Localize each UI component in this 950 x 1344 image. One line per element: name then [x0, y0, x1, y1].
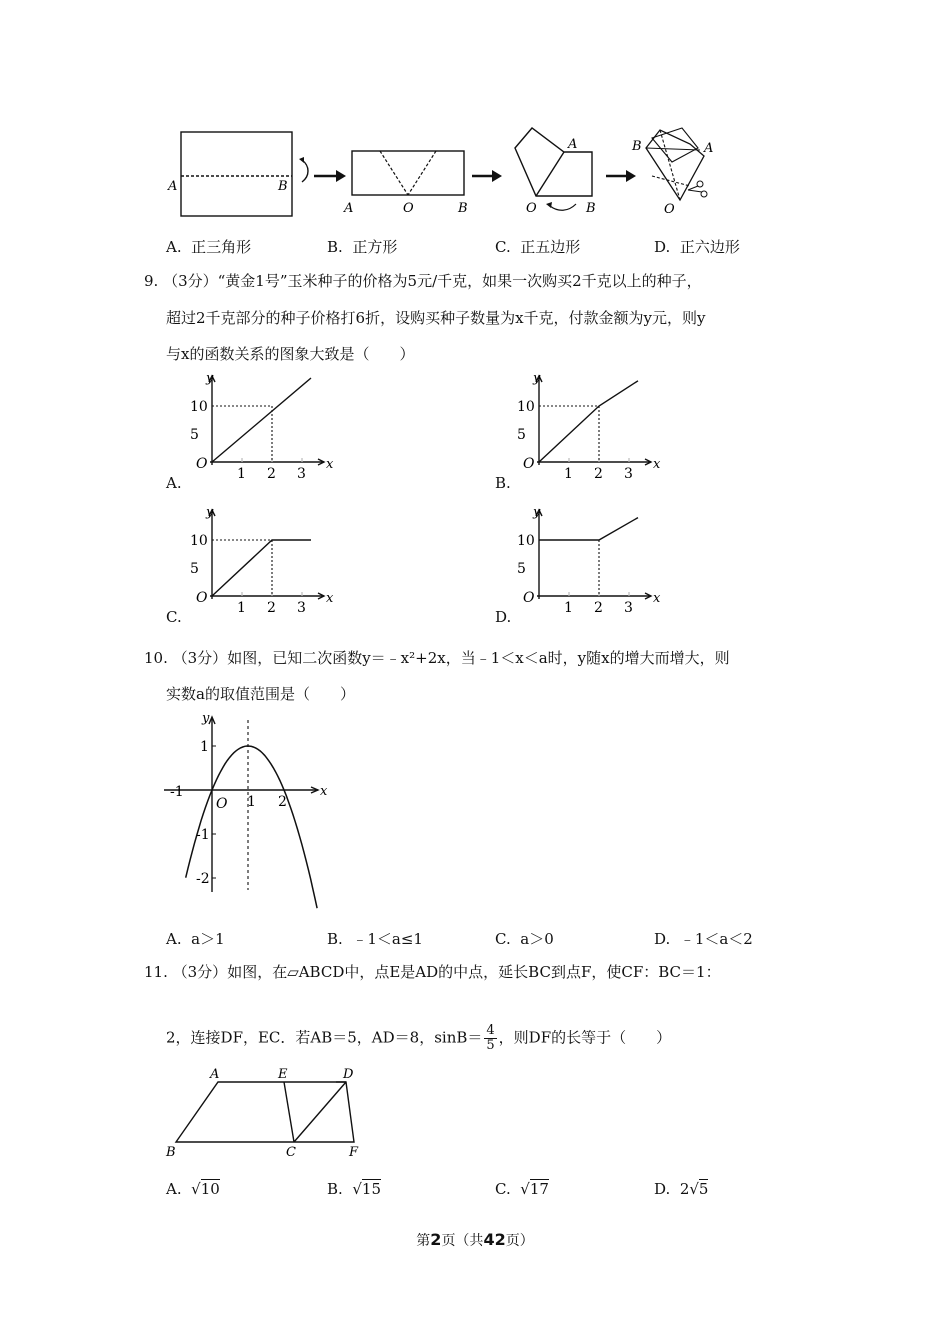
svg-text:B: B	[278, 179, 288, 194]
q11-stem-2b: ，则DF的长等于（ ）	[498, 1028, 672, 1047]
origin-label: O	[196, 456, 208, 472]
svg-text:A: A	[344, 201, 354, 216]
y-tick-label: 10	[190, 533, 208, 549]
y-tick-label: 1	[200, 739, 209, 755]
page-footer: 第2页（共42页）	[416, 1230, 534, 1249]
q9-stem-1: “黄金1号”玉米种子的价格为5元/千克，如果一次购买2千克以上的种子，	[217, 272, 702, 290]
q8-folding-figure	[160, 120, 760, 220]
y-tick-label: 5	[517, 427, 526, 443]
q11-option-a: A. √10	[166, 1180, 220, 1198]
q10-option-c: C. a＞0	[495, 930, 554, 948]
function-line	[539, 381, 638, 462]
q8-option-d: D. 正六边形	[654, 238, 740, 256]
svg-text:B: B	[458, 201, 468, 216]
x-axis-label: x	[653, 591, 661, 606]
y-tick-label: 5	[190, 427, 199, 443]
sqrt-symbol: √	[520, 1180, 530, 1198]
y-tick-label: 10	[517, 533, 535, 549]
q11-label-d: D	[343, 1067, 354, 1082]
origin-label: O	[523, 590, 535, 606]
q10-stem-1b: y＝﹣x²+2x，当﹣1＜x＜a时，y随x的增大而增大，则	[362, 649, 730, 667]
y-tick-label: 5	[190, 561, 199, 577]
q11-number: 11.	[144, 963, 168, 981]
svg-text:O: O	[664, 202, 675, 217]
x-tick-label: 3	[297, 600, 306, 616]
q11-option-d: D. 2√5	[654, 1180, 709, 1198]
x-tick-label: 3	[624, 466, 633, 482]
q9-option-c: C.	[166, 608, 182, 626]
q9-graph-a	[190, 371, 340, 482]
q9-graph-c	[190, 505, 340, 616]
x-tick-label: 1	[247, 794, 256, 810]
y-tick-label: 10	[190, 399, 208, 415]
y-axis-label: y	[533, 371, 541, 386]
q10-stem-1a: 如图，已知二次函数	[227, 649, 363, 667]
svg-text:B: B	[632, 139, 642, 154]
q9-option-a: A.	[166, 474, 182, 492]
q11-line1	[144, 962, 721, 982]
svg-text:A: A	[168, 179, 178, 194]
origin-label: O	[196, 590, 208, 606]
y-axis-label: y	[206, 371, 214, 386]
q11-frac-num: 4	[486, 1023, 495, 1038]
sqrt-symbol: √	[191, 1180, 201, 1198]
q10-option-a: A. a＞1	[166, 930, 225, 948]
q10-parabola-graph	[160, 712, 340, 892]
q8-option-b: B. 正方形	[327, 238, 398, 256]
y-tick-label: -2	[196, 871, 210, 887]
x-axis-label: x	[326, 457, 334, 472]
q9-option-d: D.	[495, 608, 512, 626]
x-tick-label: 2	[594, 466, 603, 482]
x-axis-label: x	[326, 591, 334, 606]
q10-line1	[144, 648, 730, 668]
q8-option-a: A. 正三角形	[166, 238, 252, 256]
x-tick-label: 2	[594, 600, 603, 616]
q8-option-c: C. 正五边形	[495, 238, 581, 256]
q11-line2	[166, 1024, 671, 1053]
q9-line1	[144, 271, 702, 291]
q9-number: 9.	[144, 272, 159, 290]
origin-label: O	[523, 456, 535, 472]
q9-score: （3分）	[163, 272, 218, 290]
q10-option-d: D. ﹣1＜a＜2	[654, 930, 753, 948]
q11-label-f: F	[349, 1145, 359, 1160]
q9-line2: 超过2千克部分的种子价格打6折，设购买种子数量为x千克，付款金额为y元，则y	[166, 309, 706, 327]
q11-option-b: B. √15	[327, 1180, 381, 1198]
x-tick-label: 3	[297, 466, 306, 482]
function-line	[212, 540, 311, 596]
q11-label-b: B	[166, 1145, 176, 1160]
sqrt-symbol: √	[689, 1180, 699, 1198]
sqrt-symbol: √	[352, 1180, 362, 1198]
function-line	[539, 518, 638, 540]
x-tick-label: 1	[564, 466, 573, 482]
page-number: 2	[430, 1230, 442, 1249]
q11-stem-2a: 2，连接DF，EC．若AB＝5，AD＝8，sinB＝	[166, 1028, 483, 1047]
q11-stem-1: 如图，在▱ABCD中，点E是AD的中点，延长BC到点F，使CF：BC＝1：	[227, 963, 721, 981]
q10-line2: 实数a的取值范围是（ ）	[166, 685, 355, 703]
y-tick-label: -1	[196, 827, 210, 843]
svg-text:O: O	[403, 201, 414, 216]
q11-parallelogram-figure	[160, 1062, 380, 1162]
q9-line3: 与x的函数关系的图象大致是（ ）	[166, 345, 415, 363]
q11-label-e: E	[278, 1067, 288, 1082]
y-axis-label: y	[206, 505, 214, 520]
x-tick-label: 1	[237, 600, 246, 616]
y-tick-label: 10	[517, 399, 535, 415]
q9-graph-d	[517, 505, 667, 616]
y-axis-label: y	[202, 711, 210, 726]
q10-number: 10.	[144, 649, 168, 667]
q10-score: （3分）	[172, 649, 228, 667]
function-line	[212, 378, 311, 462]
x-tick-label: 3	[624, 600, 633, 616]
q11-score: （3分）	[172, 963, 228, 981]
q11-label-a: A	[210, 1067, 220, 1082]
origin-label: O	[216, 796, 228, 812]
q11-label-c: C	[286, 1145, 296, 1160]
x-tick-label: 1	[237, 466, 246, 482]
q11-option-c: C. √17	[495, 1180, 549, 1198]
x-axis-label: x	[653, 457, 661, 472]
svg-text:O: O	[526, 201, 537, 216]
q11-frac-den: 5	[486, 1038, 495, 1053]
svg-text:A: A	[568, 137, 578, 152]
y-axis-label: y	[533, 505, 541, 520]
q9-graph-b	[517, 371, 667, 482]
svg-text:A: A	[704, 141, 714, 156]
svg-text:B: B	[586, 201, 596, 216]
x-tick-label: 1	[564, 600, 573, 616]
x-tick-label: -1	[170, 784, 184, 800]
x-axis-label: x	[320, 784, 328, 799]
q9-option-b: B.	[495, 474, 511, 492]
x-tick-label: 2	[267, 600, 276, 616]
q10-option-b: B. ﹣1＜a≤1	[327, 930, 423, 948]
page-total: 42	[483, 1230, 506, 1249]
q11-fraction	[484, 1024, 496, 1053]
y-tick-label: 5	[517, 561, 526, 577]
x-tick-label: 2	[278, 794, 287, 810]
x-tick-label: 2	[267, 466, 276, 482]
